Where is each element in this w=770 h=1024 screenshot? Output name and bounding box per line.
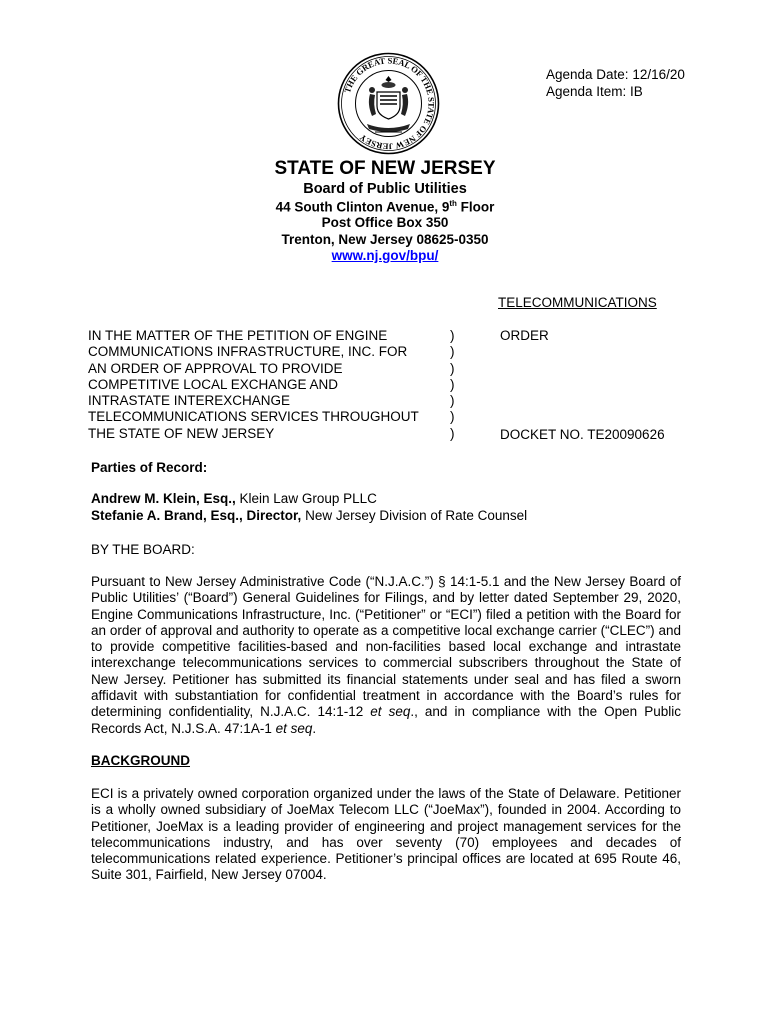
body-paragraph-1 <box>91 574 681 737</box>
state-title: STATE OF NEW JERSEY <box>274 158 496 179</box>
body-paragraph-2: ECI is a privately owned corporation organized under the laws of the State of Delaware. Petitioner is a wholly owned subsidiary of JoeMax Telecom LLC (“JoeMax”), founded in 2004. According to Petitioner, JoeMax is a leading provider of engineering and project management services for the telecommunications industry, and has over seventy (70) employees and decades of telecommunications related experience. Petitioner’s principal offices are located at 695 Route 46, Suite 301, Fairfield, New Jersey 07004. <box>91 786 681 883</box>
caption-line: COMMUNICATIONS INFRASTRUCTURE, INC. FOR <box>88 344 408 360</box>
bpu-link[interactable]: www.nj.gov/bpu/ <box>331 248 439 263</box>
para1-mid: ., and in compliance with the Open Public Records Act, N.J.S.A. 47:1A-1 <box>91 704 681 736</box>
caption-line: AN ORDER OF APPROVAL TO PROVIDE <box>88 360 343 376</box>
party-name: Stefanie A. Brand, Esq., Director, <box>91 508 302 523</box>
docket-number: DOCKET NO. TE20090626 <box>500 427 665 442</box>
board-name: Board of Public Utilities <box>303 181 467 197</box>
parties-heading: Parties of Record: <box>91 460 208 475</box>
party-org: New Jersey Division of Rate Counsel <box>301 508 528 523</box>
caption-line: INTRASTATE INTEREXCHANGE <box>88 393 291 409</box>
state-seal <box>337 52 440 155</box>
order-label: ORDER <box>500 328 549 343</box>
bpu-link-wrap <box>0 248 770 263</box>
para1-end: . <box>312 720 317 736</box>
address-line <box>0 199 770 215</box>
category-label: TELECOMMUNICATIONS <box>498 295 657 310</box>
svg-text:THE GREAT SEAL OF THE STATE OF: THE GREAT SEAL OF THE STATE OF NEW JERSEY <box>342 55 437 152</box>
po-box: Post Office Box 350 <box>321 215 449 230</box>
background-heading: BACKGROUND <box>91 753 190 768</box>
et-seq: et seq <box>275 720 313 736</box>
caption-line: COMPETITIVE LOCAL EXCHANGE AND <box>88 376 339 392</box>
et-seq: et seq <box>370 704 411 720</box>
agenda-date: Agenda Date: 12/16/20 <box>546 67 685 82</box>
agenda-item: Agenda Item: IB <box>546 84 643 99</box>
caption-line: THE STATE OF NEW JERSEY <box>88 425 275 441</box>
case-caption <box>88 328 448 442</box>
agenda-block <box>546 66 685 100</box>
caption-brackets: ) ) ) ) ) ) ) <box>450 328 455 441</box>
party-row <box>91 508 527 523</box>
party-row <box>91 491 377 506</box>
address-suffix: Floor <box>456 199 495 215</box>
party-name: Andrew M. Klein, Esq., <box>91 491 236 506</box>
caption-line: IN THE MATTER OF THE PETITION OF ENGINE <box>88 328 388 343</box>
caption-line: TELECOMMUNICATIONS SERVICES THROUGHOUT <box>88 409 419 425</box>
state-seal-icon <box>337 52 440 155</box>
by-the-board: BY THE BOARD: <box>91 542 195 557</box>
address-sup: th <box>449 199 457 208</box>
address-prefix: 44 South Clinton Avenue, 9 <box>275 199 450 215</box>
para1-text: Pursuant to New Jersey Administrative Code (“N.J.A.C.”) § 14:1-5.1 and the New Jersey Board of Public Utilities’ (“Board”) General Guidelines for Filings, and by letter dated September 29, 2020, Engine Communications Infrastructure, Inc. (“Petitioner” or “ECI”) filed a petition with the Board for an order of approval and authority to operate as a competitive local exchange carrier (“CLEC”) and to provide competitive facilities-based and non-facilities based local exchange and intrastate interexchange telecommunications services to commercial subscribers throughout the State of New Jersey. Petitioner has submitted its financial statements under seal and has filed a sworn affidavit with substantiation for confidential treatment in accordance with the Board’s rules for determining confidentiality, N.J.A.C. 14:1-12 <box>91 574 681 720</box>
party-org: Klein Law Group PLLC <box>235 491 377 506</box>
city-line: Trenton, New Jersey 08625-0350 <box>281 232 489 247</box>
